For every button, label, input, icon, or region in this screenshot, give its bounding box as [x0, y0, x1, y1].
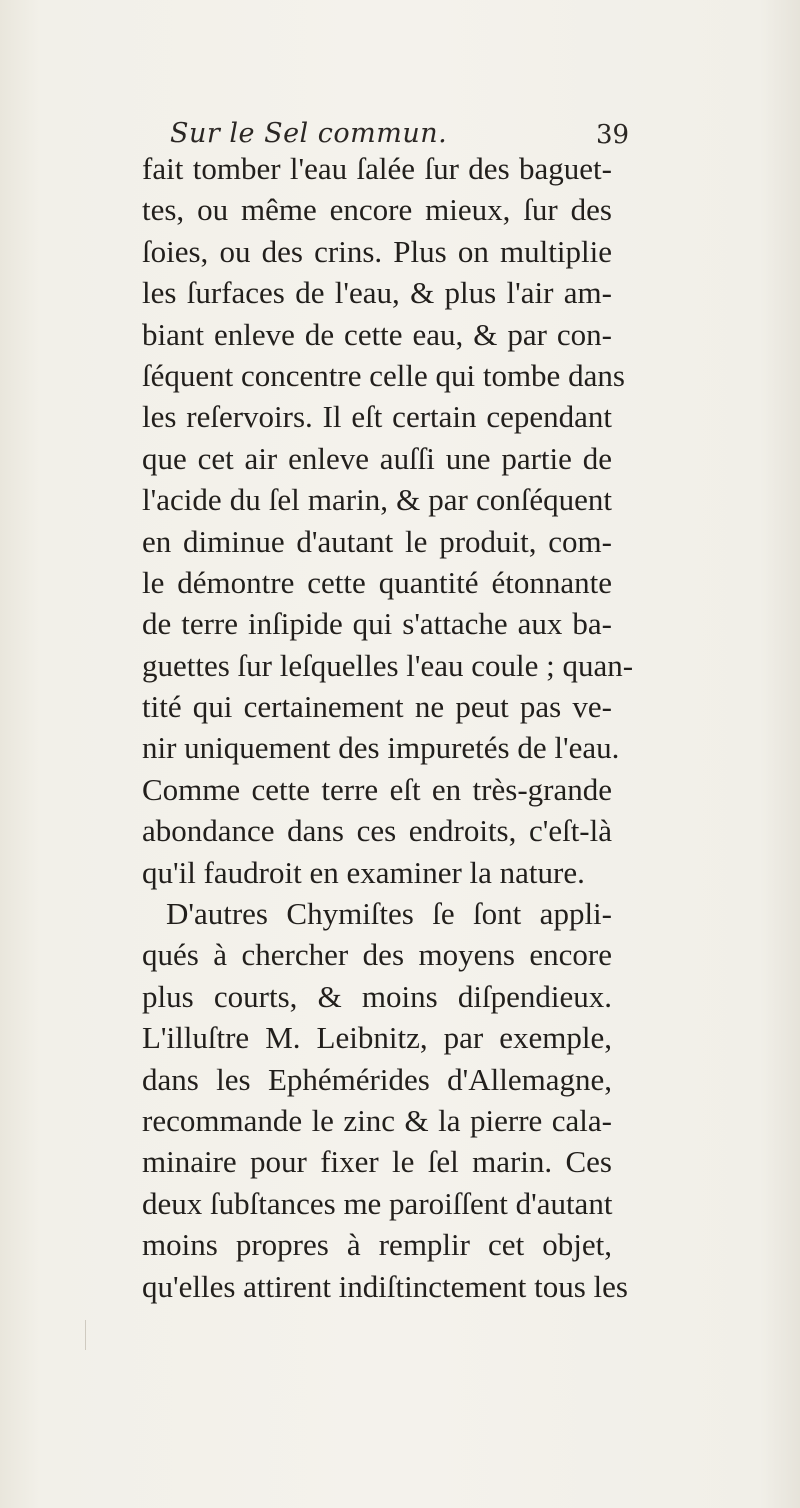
text-line: guettes ſur leſquelles l'eau coule ; quan- [142, 647, 634, 683]
text-line: le démontre cette quantité étonnante [142, 564, 612, 600]
text-line: les ſurfaces de l'eau, & plus l'air am- [142, 275, 612, 311]
page-number: 39 [596, 120, 630, 150]
text-line: de terre inſipide qui s'attache aux ba- [142, 606, 612, 642]
text-line: dans les Ephémérides d'Allemagne, [142, 1061, 612, 1097]
text-line: que cet air enleve auſſi une partie de [142, 440, 612, 476]
text-line: tité qui certainement ne peut pas ve- [142, 689, 612, 725]
text-line: D'autres Chymiſtes ſe ſont appli- [166, 896, 612, 932]
text-line: plus courts, & moins diſpendieux. [142, 978, 612, 1014]
text-line: ſoies, ou des crins. Plus on multiplie [142, 233, 612, 269]
text-line: recommande le zinc & la pierre cala- [142, 1102, 612, 1138]
text-line: deux ſubſtances me paroiſſent d'autant [142, 1185, 613, 1221]
text-line: l'acide du ſel marin, & par conſéquent [142, 482, 612, 518]
text-line: qu'elles attirent indiſtinctement tous les [142, 1268, 628, 1304]
body-text [142, 148, 634, 1307]
text-line: moins propres à remplir cet objet, [142, 1227, 612, 1263]
text-line: tes, ou même encore mieux, ſur des [142, 192, 612, 228]
text-line: Comme cette terre eſt en très-grande [142, 771, 612, 807]
running-title: Sur le Sel commun. [170, 118, 448, 149]
text-line: L'illuſtre M. Leibnitz, par exemple, [142, 1020, 612, 1056]
text-line: nir uniquement des impuretés de l'eau. [142, 730, 620, 766]
text-line: abondance dans ces endroits, c'eſt-là [142, 813, 612, 849]
text-line: ſéquent concentre celle qui tombe dans [142, 357, 625, 393]
text-line: fait tomber l'eau ſalée ſur des baguet- [142, 151, 612, 186]
text-line: qu'il faudroit en examiner la nature. [142, 854, 585, 890]
text-line: biant enleve de cette eau, & par con- [142, 316, 612, 352]
text-line: les reſervoirs. Il eſt certain cependant [142, 399, 612, 435]
text-line: minaire pour fixer le ſel marin. Ces [142, 1144, 612, 1180]
text-line: en diminue d'autant le produit, com- [142, 523, 612, 559]
margin-mark [85, 1320, 86, 1350]
text-line: qués à chercher des moyens encore [142, 937, 612, 973]
